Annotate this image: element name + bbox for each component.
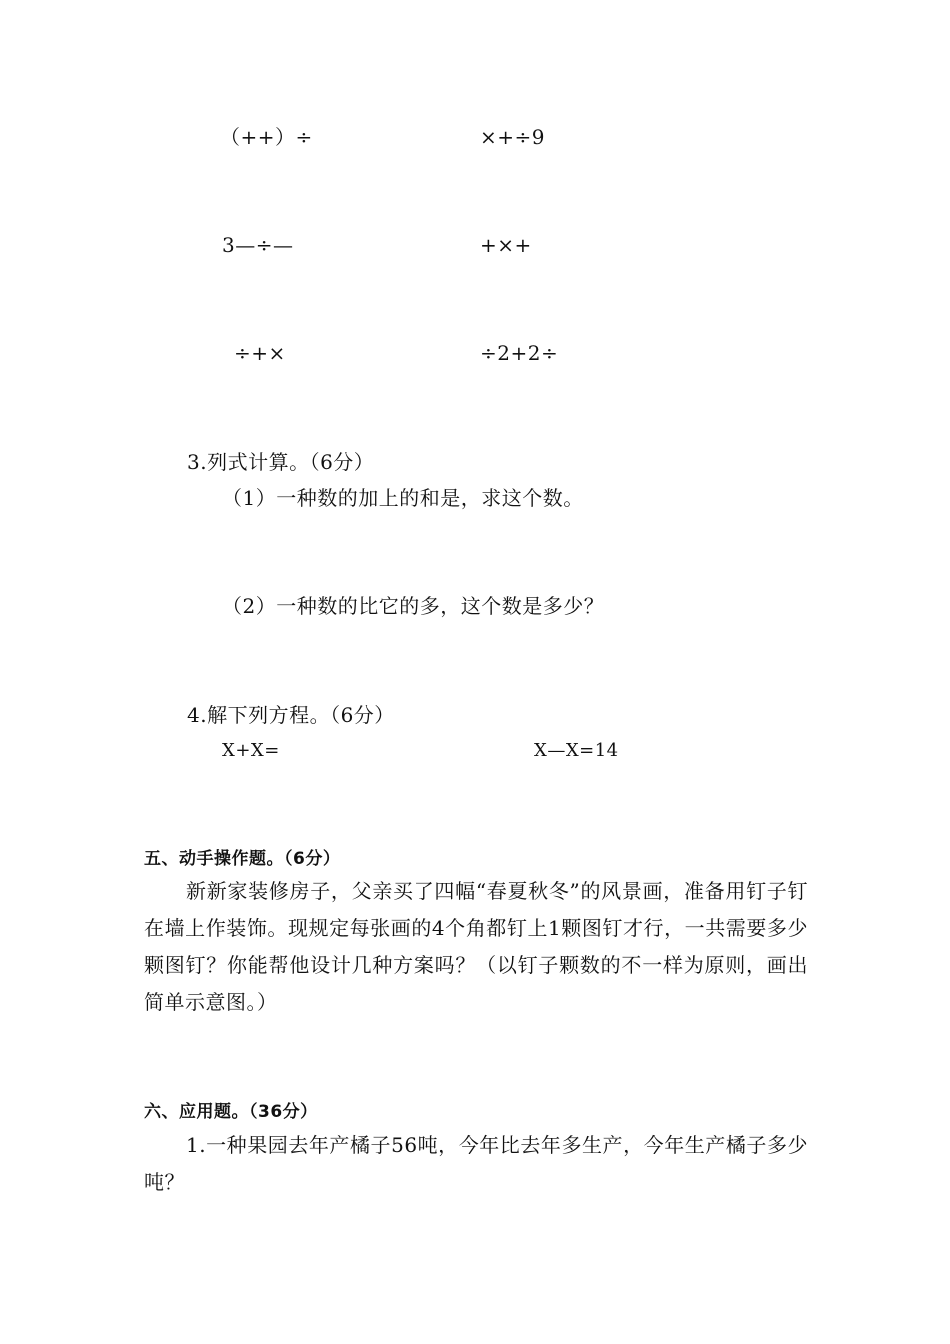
- expression-r3-left: ÷+×: [234, 341, 286, 365]
- q4-equation-1: X+X=: [222, 740, 280, 761]
- section-6-question-1: 1.一种果园去年产橘子56吨，今年比去年多生产，今年生产橘子多少吨？: [144, 1133, 808, 1194]
- q4-equation-2: X—X=14: [534, 740, 619, 761]
- expression-r1-left: （++）÷: [220, 125, 313, 149]
- expression-r2-right: +×+: [480, 233, 532, 257]
- q4-title: 4.解下列方程。（6分）: [187, 703, 395, 727]
- section-6-heading: 六、应用题。（36分）: [144, 1102, 318, 1122]
- q3-item-2: （2）一种数的比它的多，这个数是多少？: [222, 594, 605, 618]
- expression-r3-right: ÷2+2÷: [480, 341, 559, 365]
- section-5-heading: 五、动手操作题。（6分）: [144, 849, 341, 869]
- q3-title: 3.列式计算。（6分）: [187, 450, 375, 474]
- section-5-body: 新新家装修房子，父亲买了四幅“春夏秋冬”的风景画，准备用钉子钉在墙上作装饰。现规定每张画的4个角都钉上1颗图钉才行，一共需要多少颗图钉？你能帮他设计几种方案吗？（以钉子颗数的不一样为原则，画出简单示意图。）: [144, 879, 808, 1014]
- expression-r2-left: 3—÷—: [222, 233, 294, 257]
- expression-r1-right: ×+÷9: [480, 125, 545, 149]
- q3-item-1: （1）一种数的加上的和是，求这个数。: [222, 486, 584, 510]
